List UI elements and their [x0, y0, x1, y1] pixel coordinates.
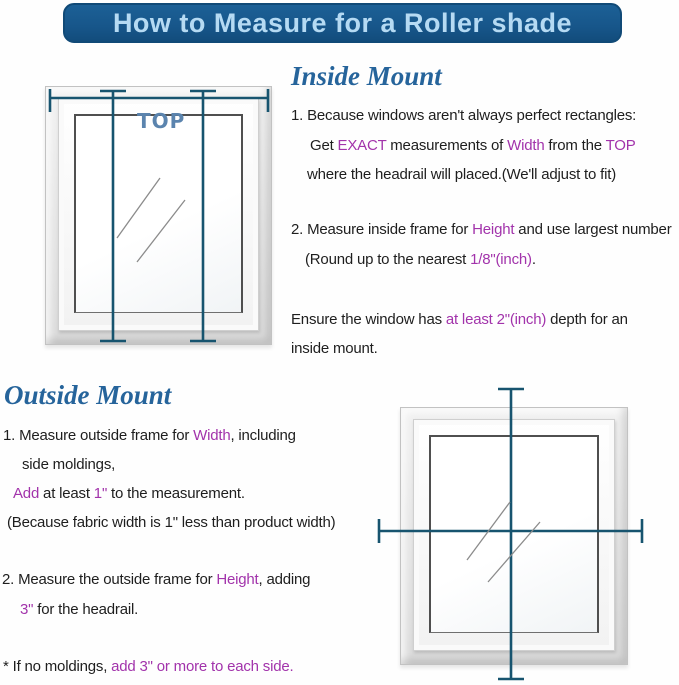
page-title: How to Measure for a Roller shade — [112, 7, 573, 38]
instruction-line: Ensure the window has at least 2"(inch) depth for an — [291, 311, 628, 328]
instruction-line: 2. Measure the outside frame for Height, adding — [2, 571, 311, 588]
window-glass — [429, 435, 599, 633]
page-title-banner — [63, 3, 622, 43]
instruction-line: Get EXACT measurements of Width from the TOP — [310, 137, 636, 154]
inside-mount-heading: Inside Mount — [291, 61, 442, 91]
instruction-line: where the headrail will placed.(We'll adjust to fit) — [307, 166, 617, 183]
outside-mount-window-illustration — [400, 407, 628, 665]
top-edge-label: TOP — [137, 109, 186, 133]
instruction-line: inside mount. — [291, 340, 378, 357]
instruction-line: 1. Because windows aren't always perfect rectangles: — [291, 107, 637, 124]
window-glass — [74, 114, 243, 313]
instruction-line: * If no moldings, add 3" or more to each side. — [3, 658, 294, 675]
instruction-line: Add at least 1" to the measurement. — [13, 485, 245, 502]
instruction-line: 2. Measure inside frame for Height and use largest number — [291, 221, 672, 238]
instruction-line: 3" for the headrail. — [20, 601, 139, 618]
instruction-line: side moldings, — [22, 456, 116, 473]
instruction-line: (Round up to the nearest 1/8"(inch). — [305, 251, 536, 268]
instruction-line: (Because fabric width is 1" less than product width) — [7, 514, 336, 531]
outside-mount-heading: Outside Mount — [4, 380, 172, 410]
instruction-line: 1. Measure outside frame for Width, including — [3, 427, 296, 444]
